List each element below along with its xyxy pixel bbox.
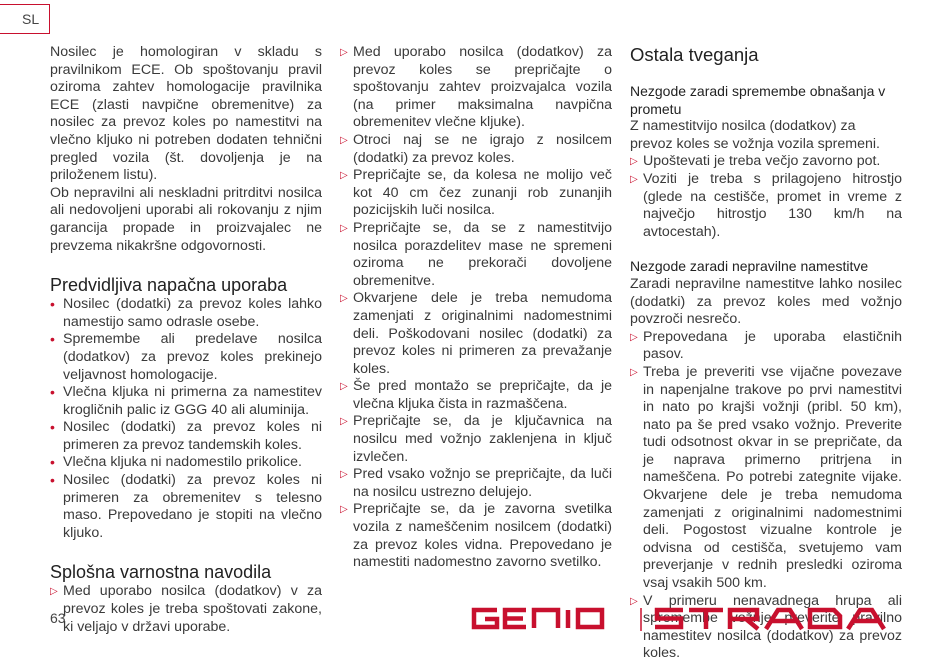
list-item: ▷ Med uporabo nosilca (dodatkov) za prevoz koles se prepričajte o spoštovanju zahtev proizvajalca vozila (na primer maksimalna navpična obremenitev vlečne kljuke). (340, 44, 612, 131)
list-item: ▷ Okvarjene dele je treba nemudoma zamenjati z originalnimi nadomestnimi deli. Poškodovani nosilec (dodatki) za prevoz koles ni primeren za prevažanje koles. (340, 290, 612, 377)
bullet-icon: • (50, 454, 55, 471)
list-item: ▷ Prepričajte se, da je ključavnica na nosilcu med vožnjo zaklenjena in ključ izvlečen. (340, 413, 612, 465)
installation-subheading: Nezgode zaradi nepravilne namestitve (630, 258, 869, 275)
list-item: ▷ Treba je preveriti vse vijačne povezave in napenjalne trakove po prvi namestitvi in nato po krajši vožnji (pribl. 50 km), nato pa še pred vsako vožnjo. Preverite tudi odsotnost okvar in se prepričate, da je naprava primerno pritrjena in nameščena. Po potrebi zategnite vijake. Okvarjene dele je treba nemudoma zamenjati z originalnimi nadomestnimi deli. Pogostost vizualne kontrole je odvisna od cestišča, svetujemo vam preverjanje v rednih presledki oziroma vsaj vsakih 500 km. (630, 363, 902, 592)
list-item: ▷ Otroci naj se ne igrajo z nosilcem (dodatki) za prevoz koles. (340, 131, 612, 166)
bullet-icon: • (50, 384, 55, 401)
other-risks-heading: Ostala tveganja (630, 44, 759, 65)
triangle-icon: ▷ (340, 134, 348, 146)
intro-paragraph: Nosilec je homologiran v skladu s pravilnikom ECE. Ob spoštovanju pravil oziroma zahtev homologacije pravilnika ECE (zlasti navpične obremenitve) za nosilec za prevoz koles po namestitvi na vlečno kljuko ni potreben dodaten tehnični pregled vozila (št. dovoljenja je na priloženem listu). (50, 44, 322, 184)
list-item: ▷ Upoštevati je treba večjo zavorno pot. (630, 153, 881, 170)
language-tab: SL (0, 4, 50, 34)
list-item: • Nosilec (dodatki) za prevoz koles lahko namestijo samo odrasle osebe. (50, 296, 322, 330)
column-3 (630, 44, 902, 663)
triangle-icon: ▷ (630, 331, 638, 343)
triangle-icon: ▷ (340, 416, 348, 428)
list-item: • Nosilec (dodatki) za prevoz koles ni primeren za obremenitev s telesno maso. Prepovedano je stopiti na vlečno kljuko. (50, 472, 322, 541)
triangle-icon: ▷ (340, 222, 348, 234)
triangle-icon: ▷ (340, 469, 348, 481)
list-item: • Vlečna kljuka ni nadomestilo prikolice. (50, 454, 302, 471)
triangle-icon: ▷ (340, 504, 348, 516)
misuse-heading: Predvidljiva napačna uporaba (50, 275, 288, 296)
bullet-icon: • (50, 472, 55, 489)
list-item: ▷ Pred vsako vožnjo se prepričajte, da luči na nosilcu ustrezno delujejo. (340, 466, 612, 500)
triangle-icon: ▷ (630, 173, 638, 185)
bullet-icon: • (50, 331, 55, 348)
triangle-icon: ▷ (340, 381, 348, 393)
triangle-icon: ▷ (50, 586, 58, 598)
page-number: 63 (50, 610, 66, 626)
list-item: ▷ V primeru nenavadnega hrupa ali spremembe vožnje preverite pravilno namestitev nosilca (dodatkov) za prevoz koles. (630, 592, 902, 662)
list-item: ▷ Prepričajte se, da se z namestitvijo nosilca porazdelitev mase ne spremeni oziroma ne prekorači dovoljene obremenitve. (340, 219, 612, 289)
safety-list (50, 583, 322, 636)
installation-paragraph: Zaradi nepravilne namestitve lahko nosilec (dodatki) za prevoz koles med vožnjo povzroči nesrečo. (630, 275, 902, 328)
list-item: ▷ Prepričajte se, da je zavorna svetilka vozila z nameščenim nosilcem (dodatki) za prevoz koles vidna. Prepovedano je namestiti nadomestno zavorno svetilko. (340, 501, 612, 571)
list-item: • Spremembe ali predelave nosilca (dodatkov) za prevoz koles prekinejo veljavnost homologacije. (50, 331, 322, 383)
safety-heading: Splošna varnostna navodila (50, 562, 272, 583)
triangle-icon: ▷ (630, 366, 638, 378)
triangle-icon: ▷ (340, 47, 348, 58)
genio-strada-logo (470, 600, 910, 640)
list-item: ▷ Voziti je treba s prilagojeno hitrostjo (glede na cestišče, promet in vreme z največjo hitrostjo 130 km/h na avtocestah). (630, 170, 902, 240)
list-item: ▷ Prepovedana je uporaba elastičnih pasov. (630, 328, 902, 363)
list-item: • Vlečna kljuka ni primerna za namestitev krogličnih palic iz GGG 40 ali aluminija. (50, 384, 322, 418)
bullet-icon: • (50, 296, 55, 313)
list-item: ▷ Prepričajte se, da kolesa ne molijo več kot 40 cm čez zunanji rob zunanjih pozicijskih luči nosilca. (340, 167, 612, 219)
behaviour-list (630, 153, 902, 241)
safety-list-continued (340, 44, 612, 572)
behaviour-paragraph: Z namestitvijo nosilca (dodatkov) za prevoz koles se vožnja vozila spremeni. (630, 118, 880, 152)
list-item: ▷ Med uporabo nosilca (dodatkov) v za prevoz koles je treba spoštovati zakone, ki veljajo v državi uporabe. (50, 583, 322, 635)
triangle-icon: ▷ (340, 293, 348, 305)
column-1 (50, 44, 322, 636)
triangle-icon: ▷ (630, 595, 638, 607)
triangle-icon: ▷ (630, 156, 638, 168)
list-item: ▷ Še pred montažo se prepričajte, da je vlečna kljuka čista in razmaščena. (340, 378, 612, 412)
behaviour-subheading: Nezgode zaradi spremembe obnašanja v prometu (630, 83, 886, 117)
warranty-paragraph: Ob nepravilni ali neskladni pritrditvi nosilca ali nedovoljeni uporabi ali rokovanju z njim garancija propade in proizvajalec ne prevzema nikakršne odgovornosti. (50, 184, 322, 254)
bullet-icon: • (50, 419, 55, 436)
triangle-icon: ▷ (340, 170, 348, 182)
misuse-list (50, 296, 322, 542)
list-item: • Nosilec (dodatki) za prevoz koles ni primeren za prevoz tandemskih koles. (50, 419, 322, 453)
column-2 (340, 44, 612, 572)
